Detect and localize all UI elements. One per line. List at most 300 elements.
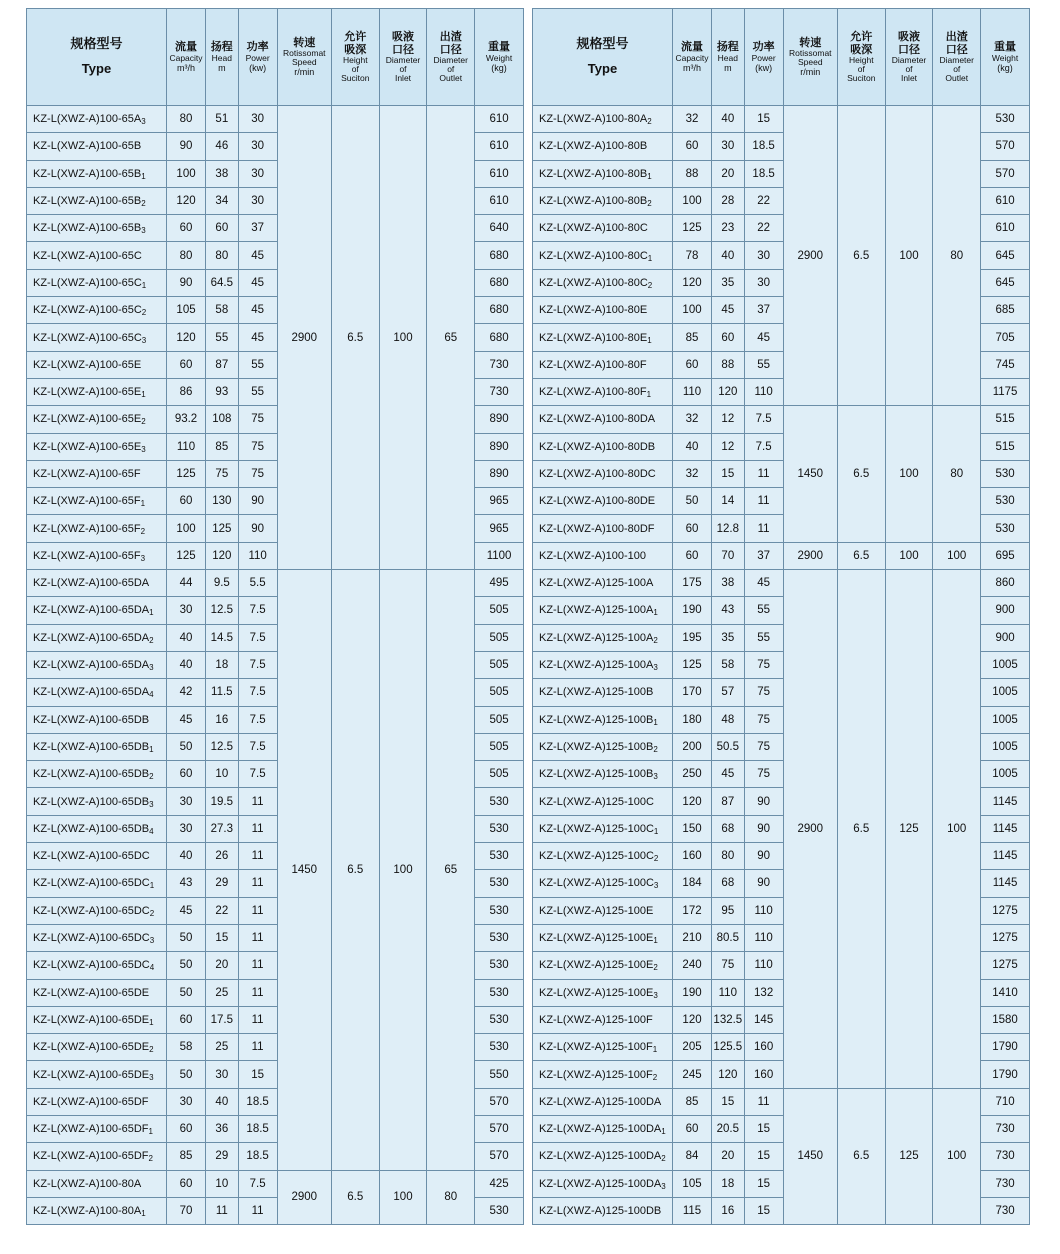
cell-cap: 86 [166, 378, 205, 405]
cell-cap: 60 [166, 1006, 205, 1033]
cell-head: 23 [712, 215, 745, 242]
cell-head: 80 [712, 843, 745, 870]
cell-cap: 90 [166, 133, 205, 160]
cell-head: 25 [206, 979, 239, 1006]
header-cell-0: 流量 Capacity m³/h [672, 9, 711, 106]
cell-cap: 45 [166, 706, 205, 733]
header-cell-2: 功率 Power (kw) [238, 9, 277, 106]
cell-cap: 60 [672, 133, 711, 160]
cell-height: 6.5 [837, 106, 885, 406]
cell-cap: 205 [672, 1034, 711, 1061]
cell-cap: 190 [672, 597, 711, 624]
cell-weight: 1410 [981, 979, 1030, 1006]
table-row [27, 106, 524, 133]
cell-cap: 93.2 [166, 406, 205, 433]
cell-head: 29 [206, 870, 239, 897]
cell-power: 90 [744, 843, 783, 870]
cell-head: 108 [206, 406, 239, 433]
cell-weight: 505 [475, 706, 524, 733]
cell-head: 55 [206, 324, 239, 351]
cell-head: 18 [712, 1170, 745, 1197]
cell-head: 12 [712, 433, 745, 460]
cell-power: 11 [744, 1088, 783, 1115]
cell-weight: 1275 [981, 952, 1030, 979]
cell-type: $KZ-L(XWZ-A)125-100DA_1$ [533, 1115, 673, 1142]
cell-weight: 505 [475, 761, 524, 788]
cell-weight: 505 [475, 733, 524, 760]
cell-weight: 890 [475, 433, 524, 460]
cell-cap: 58 [166, 1034, 205, 1061]
cell-power: 37 [238, 215, 277, 242]
cell-head: 36 [206, 1115, 239, 1142]
cell-power: 11 [238, 870, 277, 897]
cell-cap: 60 [166, 1170, 205, 1197]
cell-weight: 695 [981, 542, 1030, 569]
cell-weight: 860 [981, 570, 1030, 597]
cell-head: 20 [712, 160, 745, 187]
cell-head: 110 [712, 979, 745, 1006]
cell-power: 5.5 [238, 570, 277, 597]
cell-type: $KZ-L(XWZ-A)100-65DA_4$ [27, 679, 167, 706]
cell-weight: 505 [475, 624, 524, 651]
table-row [533, 106, 1030, 133]
cell-weight: 890 [475, 460, 524, 487]
cell-weight: 505 [475, 597, 524, 624]
cell-weight: 1100 [475, 542, 524, 569]
cell-head: 120 [712, 1061, 745, 1088]
cell-cap: 125 [672, 651, 711, 678]
cell-inlet: 125 [885, 570, 933, 1089]
cell-weight: 730 [981, 1143, 1030, 1170]
cell-weight: 1005 [981, 761, 1030, 788]
cell-weight: 530 [475, 1197, 524, 1224]
cell-head: 51 [206, 106, 239, 133]
cell-type: KZ-L(XWZ-A)100-65DF [27, 1088, 167, 1115]
cell-type: $KZ-L(XWZ-A)100-65DA_3$ [27, 651, 167, 678]
header-cell-7: 重量 Weight (kg) [475, 9, 524, 106]
cell-head: 75 [712, 952, 745, 979]
cell-type: KZ-L(XWZ-A)100-80E [533, 297, 673, 324]
cell-type: KZ-L(XWZ-A)100-80B [533, 133, 673, 160]
cell-head: 16 [712, 1197, 745, 1224]
cell-cap: 172 [672, 897, 711, 924]
cell-type: $KZ-L(XWZ-A)100-65DA_1$ [27, 597, 167, 624]
cell-head: 35 [712, 269, 745, 296]
cell-type: KZ-L(XWZ-A)100-80F [533, 351, 673, 378]
cell-head: 9.5 [206, 570, 239, 597]
header-cell-4: 允许 吸深 Height of Suciton [331, 9, 379, 106]
cell-type: KZ-L(XWZ-A)100-65DC [27, 843, 167, 870]
table-row [533, 406, 1030, 433]
cell-type: $KZ-L(XWZ-A)125-100F_1$ [533, 1034, 673, 1061]
cell-inlet: 125 [885, 1088, 933, 1224]
cell-weight: 1145 [981, 815, 1030, 842]
cell-cap: 150 [672, 815, 711, 842]
cell-type: $KZ-L(XWZ-A)100-65DC_4$ [27, 952, 167, 979]
cell-power: 90 [238, 515, 277, 542]
cell-type: KZ-L(XWZ-A)100-80C [533, 215, 673, 242]
cell-cap: 240 [672, 952, 711, 979]
cell-head: 11 [206, 1197, 239, 1224]
cell-power: 18.5 [238, 1088, 277, 1115]
cell-outlet: 100 [933, 542, 981, 569]
header-cell-type: 规格型号 Type [27, 9, 167, 106]
cell-head: 95 [712, 897, 745, 924]
cell-type: $KZ-L(XWZ-A)125-100E_3$ [533, 979, 673, 1006]
cell-cap: 50 [166, 733, 205, 760]
cell-inlet: 100 [885, 542, 933, 569]
cell-height: 6.5 [837, 1088, 885, 1224]
cell-cap: 90 [166, 269, 205, 296]
cell-type: $KZ-L(XWZ-A)100-65DC_1$ [27, 870, 167, 897]
cell-power: 7.5 [238, 1170, 277, 1197]
cell-cap: 110 [672, 378, 711, 405]
cell-power: 132 [744, 979, 783, 1006]
cell-cap: 32 [672, 406, 711, 433]
cell-cap: 50 [166, 979, 205, 1006]
cell-speed: 1450 [277, 570, 331, 1171]
cell-type: KZ-L(XWZ-A)100-80A [27, 1170, 167, 1197]
cell-weight: 1790 [981, 1061, 1030, 1088]
cell-power: 55 [238, 378, 277, 405]
cell-type: $KZ-L(XWZ-A)100-65DF_2$ [27, 1143, 167, 1170]
cell-weight: 610 [475, 106, 524, 133]
cell-power: 37 [744, 542, 783, 569]
cell-head: 68 [712, 870, 745, 897]
cell-cap: 44 [166, 570, 205, 597]
cell-head: 60 [206, 215, 239, 242]
cell-type: $KZ-L(XWZ-A)100-65DB_4$ [27, 815, 167, 842]
cell-power: 11 [744, 460, 783, 487]
cell-cap: 120 [672, 269, 711, 296]
cell-power: 7.5 [238, 651, 277, 678]
cell-head: 29 [206, 1143, 239, 1170]
cell-cap: 80 [166, 242, 205, 269]
cell-head: 15 [712, 460, 745, 487]
cell-weight: 505 [475, 651, 524, 678]
cell-head: 12.8 [712, 515, 745, 542]
cell-power: 7.5 [238, 679, 277, 706]
cell-cap: 250 [672, 761, 711, 788]
cell-power: 55 [744, 351, 783, 378]
cell-cap: 85 [672, 324, 711, 351]
cell-cap: 115 [672, 1197, 711, 1224]
cell-type: KZ-L(XWZ-A)125-100B [533, 679, 673, 706]
cell-head: 120 [712, 378, 745, 405]
cell-power: 7.5 [744, 433, 783, 460]
cell-power: 11 [238, 1197, 277, 1224]
cell-type: $KZ-L(XWZ-A)100-80C_1$ [533, 242, 673, 269]
cell-type: KZ-L(XWZ-A)100-65C [27, 242, 167, 269]
cell-weight: 680 [475, 269, 524, 296]
cell-weight: 890 [475, 406, 524, 433]
cell-type: $KZ-L(XWZ-A)125-100A_2$ [533, 624, 673, 651]
cell-weight: 550 [475, 1061, 524, 1088]
cell-power: 110 [744, 952, 783, 979]
cell-head: 15 [206, 924, 239, 951]
cell-head: 64.5 [206, 269, 239, 296]
cell-head: 12.5 [206, 597, 239, 624]
cell-type: $KZ-L(XWZ-A)100-65DF_1$ [27, 1115, 167, 1142]
cell-power: 160 [744, 1034, 783, 1061]
cell-weight: 610 [475, 133, 524, 160]
cell-cap: 78 [672, 242, 711, 269]
cell-type: $KZ-L(XWZ-A)100-65F_2$ [27, 515, 167, 542]
cell-power: 30 [238, 187, 277, 214]
cell-weight: 530 [475, 815, 524, 842]
cell-type: KZ-L(XWZ-A)125-100DA [533, 1088, 673, 1115]
cell-inlet: 100 [885, 406, 933, 542]
cell-cap: 50 [166, 952, 205, 979]
cell-power: 18.5 [744, 160, 783, 187]
cell-weight: 1005 [981, 679, 1030, 706]
cell-type: $KZ-L(XWZ-A)100-65DE_2$ [27, 1034, 167, 1061]
cell-type: $KZ-L(XWZ-A)100-65E_1$ [27, 378, 167, 405]
cell-power: 110 [744, 924, 783, 951]
table-header-row [533, 9, 1030, 106]
cell-height: 6.5 [331, 570, 379, 1171]
cell-weight: 900 [981, 624, 1030, 651]
cell-cap: 60 [166, 761, 205, 788]
cell-type: $KZ-L(XWZ-A)100-65B_2$ [27, 187, 167, 214]
cell-weight: 1145 [981, 788, 1030, 815]
cell-type: $KZ-L(XWZ-A)100-65C_1$ [27, 269, 167, 296]
cell-power: 11 [238, 788, 277, 815]
cell-power: 7.5 [238, 733, 277, 760]
cell-cap: 60 [672, 542, 711, 569]
cell-cap: 160 [672, 843, 711, 870]
cell-cap: 42 [166, 679, 205, 706]
cell-cap: 245 [672, 1061, 711, 1088]
cell-weight: 1005 [981, 733, 1030, 760]
table-row [27, 1170, 524, 1197]
cell-type: $KZ-L(XWZ-A)100-80F_1$ [533, 378, 673, 405]
cell-weight: 530 [475, 1034, 524, 1061]
cell-weight: 515 [981, 433, 1030, 460]
cell-cap: 85 [672, 1088, 711, 1115]
cell-weight: 745 [981, 351, 1030, 378]
cell-speed: 1450 [783, 406, 837, 542]
cell-cap: 60 [166, 488, 205, 515]
cell-head: 88 [712, 351, 745, 378]
cell-weight: 425 [475, 1170, 524, 1197]
cell-type: $KZ-L(XWZ-A)100-80A_2$ [533, 106, 673, 133]
cell-type: KZ-L(XWZ-A)100-80DB [533, 433, 673, 460]
cell-power: 30 [238, 133, 277, 160]
cell-weight: 610 [981, 187, 1030, 214]
cell-power: 11 [238, 815, 277, 842]
cell-weight: 640 [475, 215, 524, 242]
cell-head: 40 [712, 106, 745, 133]
cell-type: KZ-L(XWZ-A)100-65DA [27, 570, 167, 597]
cell-head: 132.5 [712, 1006, 745, 1033]
cell-head: 18 [206, 651, 239, 678]
cell-cap: 120 [166, 187, 205, 214]
cell-weight: 530 [475, 843, 524, 870]
cell-cap: 60 [166, 1115, 205, 1142]
header-cell-5: 吸液 口径 Diameter of Inlet [379, 9, 427, 106]
cell-head: 35 [712, 624, 745, 651]
cell-cap: 120 [672, 788, 711, 815]
header-cell-3: 转速 Rotissomat Speed r/min [277, 9, 331, 106]
cell-weight: 645 [981, 242, 1030, 269]
cell-cap: 105 [672, 1170, 711, 1197]
cell-weight: 1790 [981, 1034, 1030, 1061]
cell-type: $KZ-L(XWZ-A)125-100A_3$ [533, 651, 673, 678]
cell-weight: 495 [475, 570, 524, 597]
cell-head: 20 [206, 952, 239, 979]
cell-power: 55 [744, 597, 783, 624]
cell-head: 30 [712, 133, 745, 160]
cell-power: 110 [744, 897, 783, 924]
cell-cap: 60 [672, 1115, 711, 1142]
cell-type: $KZ-L(XWZ-A)125-100C_1$ [533, 815, 673, 842]
cell-head: 19.5 [206, 788, 239, 815]
cell-weight: 730 [475, 378, 524, 405]
cell-cap: 40 [166, 843, 205, 870]
cell-power: 30 [238, 160, 277, 187]
cell-cap: 40 [166, 624, 205, 651]
table-row [533, 1088, 1030, 1115]
cell-weight: 680 [475, 242, 524, 269]
table-row [27, 570, 524, 597]
cell-type: $KZ-L(XWZ-A)125-100E_1$ [533, 924, 673, 951]
cell-head: 15 [712, 1088, 745, 1115]
cell-weight: 965 [475, 488, 524, 515]
cell-speed: 2900 [783, 570, 837, 1089]
cell-power: 45 [238, 269, 277, 296]
cell-type: $KZ-L(XWZ-A)100-65C_2$ [27, 297, 167, 324]
cell-type: KZ-L(XWZ-A)125-100A [533, 570, 673, 597]
cell-cap: 45 [166, 897, 205, 924]
cell-outlet: 80 [427, 1170, 475, 1225]
cell-weight: 610 [475, 187, 524, 214]
cell-head: 14 [712, 488, 745, 515]
cell-weight: 1580 [981, 1006, 1030, 1033]
cell-cap: 170 [672, 679, 711, 706]
cell-type: $KZ-L(XWZ-A)125-100DA_3$ [533, 1170, 673, 1197]
left-spec-table [26, 8, 524, 1225]
cell-head: 25 [206, 1034, 239, 1061]
header-cell-2: 功率 Power (kw) [744, 9, 783, 106]
cell-weight: 965 [475, 515, 524, 542]
cell-cap: 184 [672, 870, 711, 897]
cell-head: 48 [712, 706, 745, 733]
cell-weight: 570 [475, 1143, 524, 1170]
cell-cap: 110 [166, 433, 205, 460]
cell-type: $KZ-L(XWZ-A)125-100B_2$ [533, 733, 673, 760]
table-row [533, 542, 1030, 569]
cell-power: 145 [744, 1006, 783, 1033]
cell-power: 90 [238, 488, 277, 515]
header-cell-type: 规格型号 Type [533, 9, 673, 106]
cell-head: 75 [206, 460, 239, 487]
cell-power: 15 [744, 1197, 783, 1224]
cell-type: $KZ-L(XWZ-A)100-65E_2$ [27, 406, 167, 433]
cell-head: 93 [206, 378, 239, 405]
cell-type: $KZ-L(XWZ-A)100-65E_3$ [27, 433, 167, 460]
cell-head: 87 [712, 788, 745, 815]
cell-head: 27.3 [206, 815, 239, 842]
cell-head: 43 [712, 597, 745, 624]
cell-power: 22 [744, 187, 783, 214]
cell-power: 75 [238, 460, 277, 487]
cell-power: 7.5 [238, 706, 277, 733]
cell-weight: 505 [475, 679, 524, 706]
cell-head: 26 [206, 843, 239, 870]
cell-power: 15 [744, 1115, 783, 1142]
cell-speed: 1450 [783, 1088, 837, 1224]
cell-power: 15 [744, 1143, 783, 1170]
cell-outlet: 65 [427, 106, 475, 570]
cell-weight: 570 [981, 160, 1030, 187]
cell-power: 75 [744, 733, 783, 760]
cell-head: 12 [712, 406, 745, 433]
cell-cap: 175 [672, 570, 711, 597]
cell-head: 38 [712, 570, 745, 597]
cell-power: 15 [238, 1061, 277, 1088]
table-header-row [27, 9, 524, 106]
table-row [533, 570, 1030, 597]
cell-speed: 2900 [783, 106, 837, 406]
cell-type: $KZ-L(XWZ-A)100-80A_1$ [27, 1197, 167, 1224]
cell-head: 11.5 [206, 679, 239, 706]
cell-type: $KZ-L(XWZ-A)125-100B_1$ [533, 706, 673, 733]
cell-weight: 570 [981, 133, 1030, 160]
cell-weight: 610 [981, 215, 1030, 242]
cell-head: 68 [712, 815, 745, 842]
cell-outlet: 100 [933, 570, 981, 1089]
cell-head: 87 [206, 351, 239, 378]
cell-weight: 1005 [981, 651, 1030, 678]
cell-power: 18.5 [744, 133, 783, 160]
cell-head: 50.5 [712, 733, 745, 760]
cell-power: 30 [744, 269, 783, 296]
header-cell-1: 扬程 Head m [712, 9, 745, 106]
header-cell-6: 出渣 口径 Diameter of Outlet [427, 9, 475, 106]
cell-inlet: 100 [379, 106, 427, 570]
cell-outlet: 80 [933, 406, 981, 542]
cell-cap: 80 [166, 106, 205, 133]
cell-head: 60 [712, 324, 745, 351]
cell-type: $KZ-L(XWZ-A)125-100A_1$ [533, 597, 673, 624]
cell-head: 12.5 [206, 733, 239, 760]
cell-cap: 125 [672, 215, 711, 242]
cell-head: 58 [712, 651, 745, 678]
cell-weight: 1145 [981, 870, 1030, 897]
cell-head: 14.5 [206, 624, 239, 651]
cell-power: 110 [744, 378, 783, 405]
cell-power: 45 [744, 570, 783, 597]
cell-type: $KZ-L(XWZ-A)125-100DA_2$ [533, 1143, 673, 1170]
cell-type: $KZ-L(XWZ-A)100-65DE_3$ [27, 1061, 167, 1088]
right-spec-table [532, 8, 1030, 1225]
cell-type: KZ-L(XWZ-A)100-80DC [533, 460, 673, 487]
cell-head: 20.5 [712, 1115, 745, 1142]
cell-type: KZ-L(XWZ-A)100-80DA [533, 406, 673, 433]
cell-weight: 530 [475, 897, 524, 924]
cell-power: 11 [238, 924, 277, 951]
cell-type: $KZ-L(XWZ-A)100-65DB_3$ [27, 788, 167, 815]
cell-power: 15 [744, 106, 783, 133]
cell-power: 11 [238, 1006, 277, 1033]
cell-speed: 2900 [277, 106, 331, 570]
cell-cap: 32 [672, 460, 711, 487]
cell-head: 125.5 [712, 1034, 745, 1061]
cell-head: 46 [206, 133, 239, 160]
cell-cap: 88 [672, 160, 711, 187]
cell-type: KZ-L(XWZ-A)125-100C [533, 788, 673, 815]
